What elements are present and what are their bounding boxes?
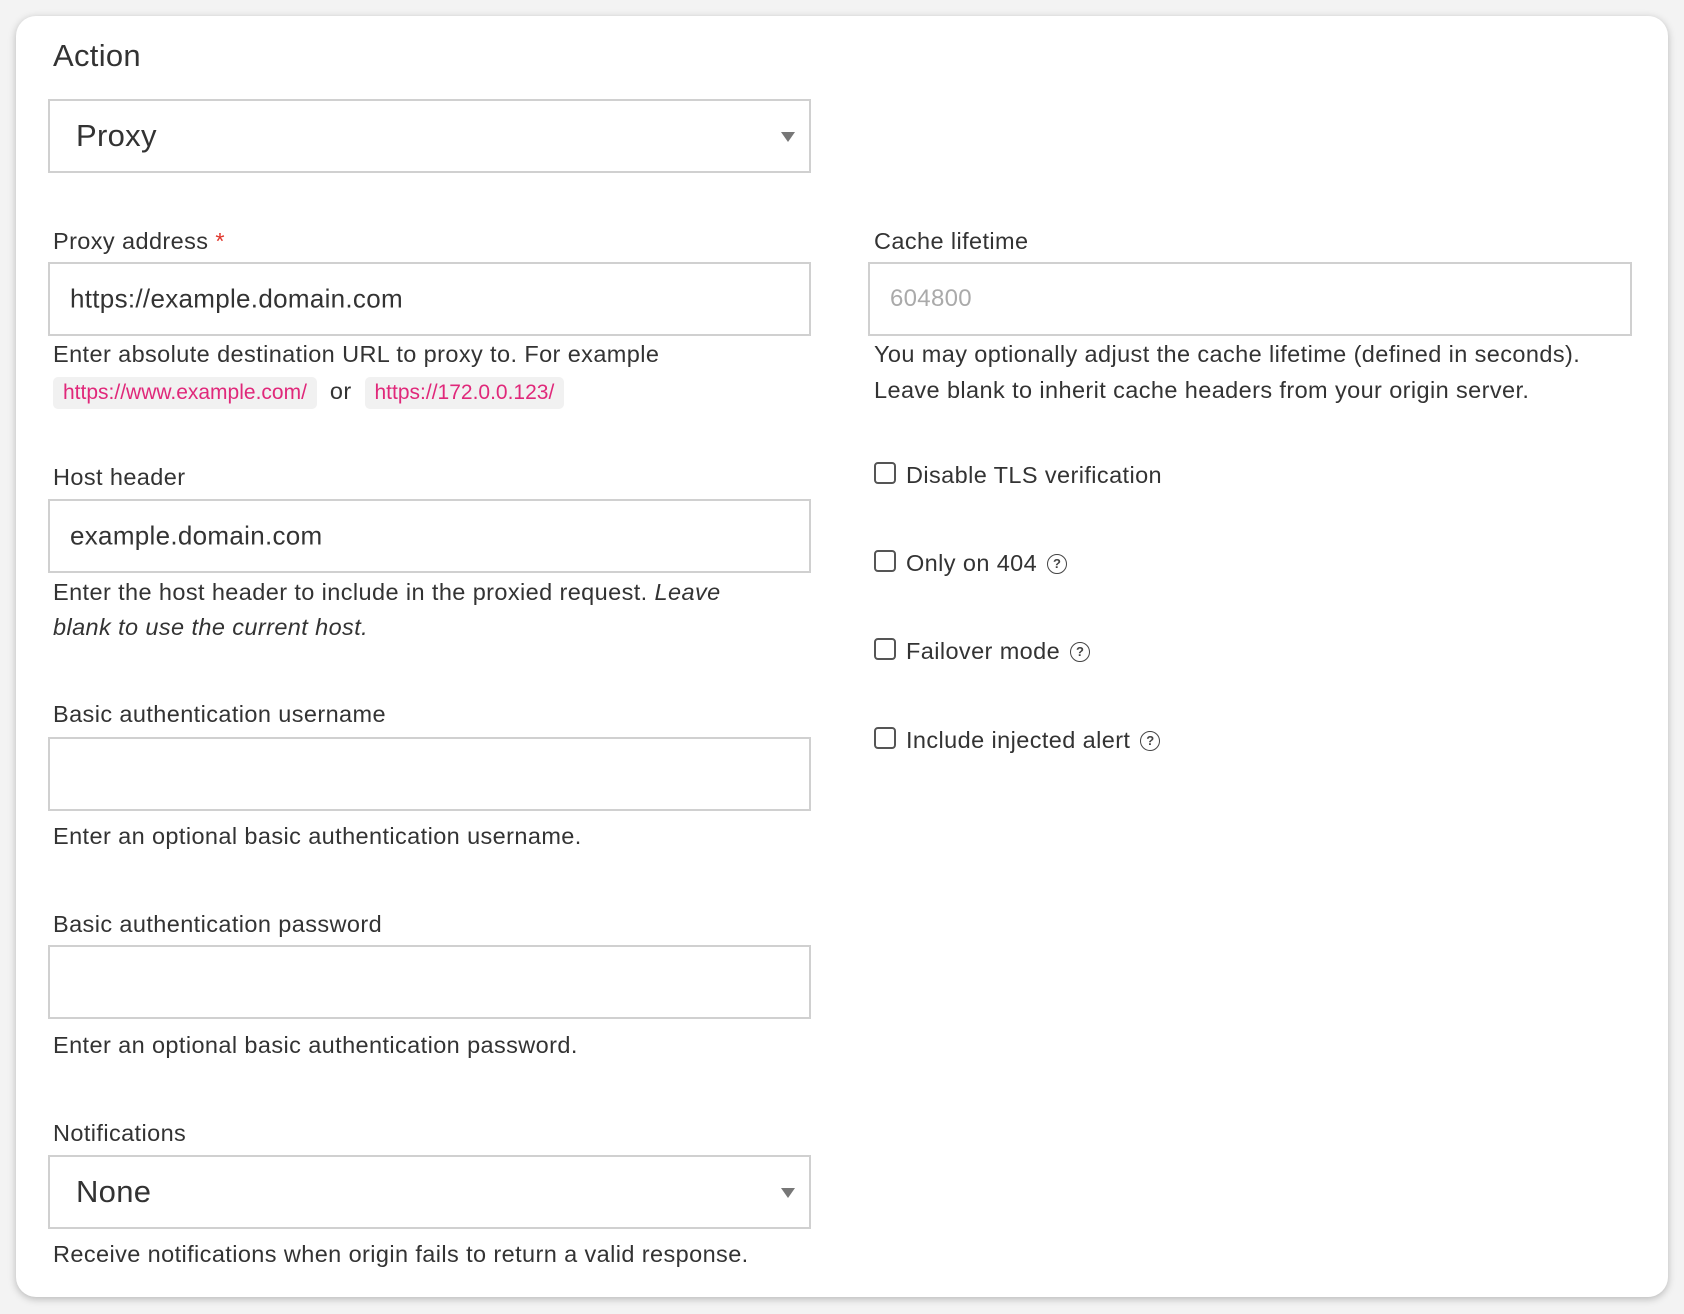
chevron-down-icon [781, 132, 795, 142]
proxy-settings-card [16, 16, 1668, 1297]
host-header-value: example.domain.com [70, 520, 323, 551]
only-on-404-checkbox[interactable] [874, 550, 1067, 577]
notifications-label: Notifications [53, 1120, 187, 1146]
proxy-address-input[interactable] [48, 262, 811, 336]
checkbox-label: Only on 404 [906, 550, 1038, 576]
chevron-down-icon [781, 1188, 795, 1198]
or-text: or [329, 378, 352, 404]
username-label: Basic authentication username [53, 701, 386, 727]
notifications-select[interactable] [48, 1155, 811, 1229]
failover-mode-checkbox[interactable] [874, 638, 1090, 665]
checkbox-box[interactable] [874, 638, 896, 660]
proxy-address-help: Enter absolute destination URL to proxy to. For example [53, 341, 660, 367]
proxy-address-label [53, 228, 225, 255]
help-circle-icon[interactable]: ? [1070, 642, 1090, 662]
include-injected-alert-checkbox[interactable] [874, 727, 1160, 754]
help-circle-icon[interactable]: ? [1140, 731, 1160, 751]
username-input[interactable] [48, 737, 811, 811]
action-label: Action [53, 38, 141, 73]
example-url-1: https://www.example.com/ [53, 377, 317, 409]
proxy-address-value: https://example.domain.com [70, 283, 403, 314]
checkbox-box[interactable] [874, 550, 896, 572]
proxy-address-label-text: Proxy address [53, 228, 209, 254]
notifications-help: Receive notifications when origin fails to return a valid response. [53, 1241, 749, 1267]
host-header-help-italic: Leave [654, 579, 721, 605]
action-select-value: Proxy [76, 118, 157, 153]
cache-lifetime-input[interactable] [868, 262, 1632, 336]
action-select[interactable] [48, 99, 811, 173]
host-header-help-line-2: blank to use the current host. [53, 614, 369, 640]
notifications-select-value: None [76, 1174, 152, 1209]
proxy-address-examples [53, 373, 564, 409]
cache-lifetime-label: Cache lifetime [874, 228, 1029, 254]
help-circle-icon[interactable]: ? [1047, 554, 1067, 574]
required-mark: * [215, 228, 225, 254]
password-input[interactable] [48, 945, 811, 1019]
checkbox-label: Include injected alert [906, 727, 1131, 753]
cache-lifetime-help-2: Leave blank to inherit cache headers from your origin server. [874, 377, 1530, 403]
cache-lifetime-placeholder: 604800 [890, 285, 972, 312]
password-label: Basic authentication password [53, 911, 383, 937]
host-header-help-text: Enter the host header to include in the proxied request. [53, 579, 648, 605]
host-header-input[interactable] [48, 499, 811, 573]
checkbox-box[interactable] [874, 462, 896, 484]
host-header-label: Host header [53, 464, 186, 490]
cache-lifetime-help-1: You may optionally adjust the cache lifetime (defined in seconds). [874, 341, 1581, 367]
disable-tls-checkbox[interactable] [874, 462, 1162, 489]
example-url-2: https://172.0.0.123/ [365, 377, 565, 409]
checkbox-label: Disable TLS verification [906, 462, 1163, 488]
password-help: Enter an optional basic authentication password. [53, 1032, 578, 1058]
checkbox-label: Failover mode [906, 638, 1061, 664]
checkbox-box[interactable] [874, 727, 896, 749]
host-header-help [53, 574, 721, 610]
username-help: Enter an optional basic authentication username. [53, 823, 582, 849]
